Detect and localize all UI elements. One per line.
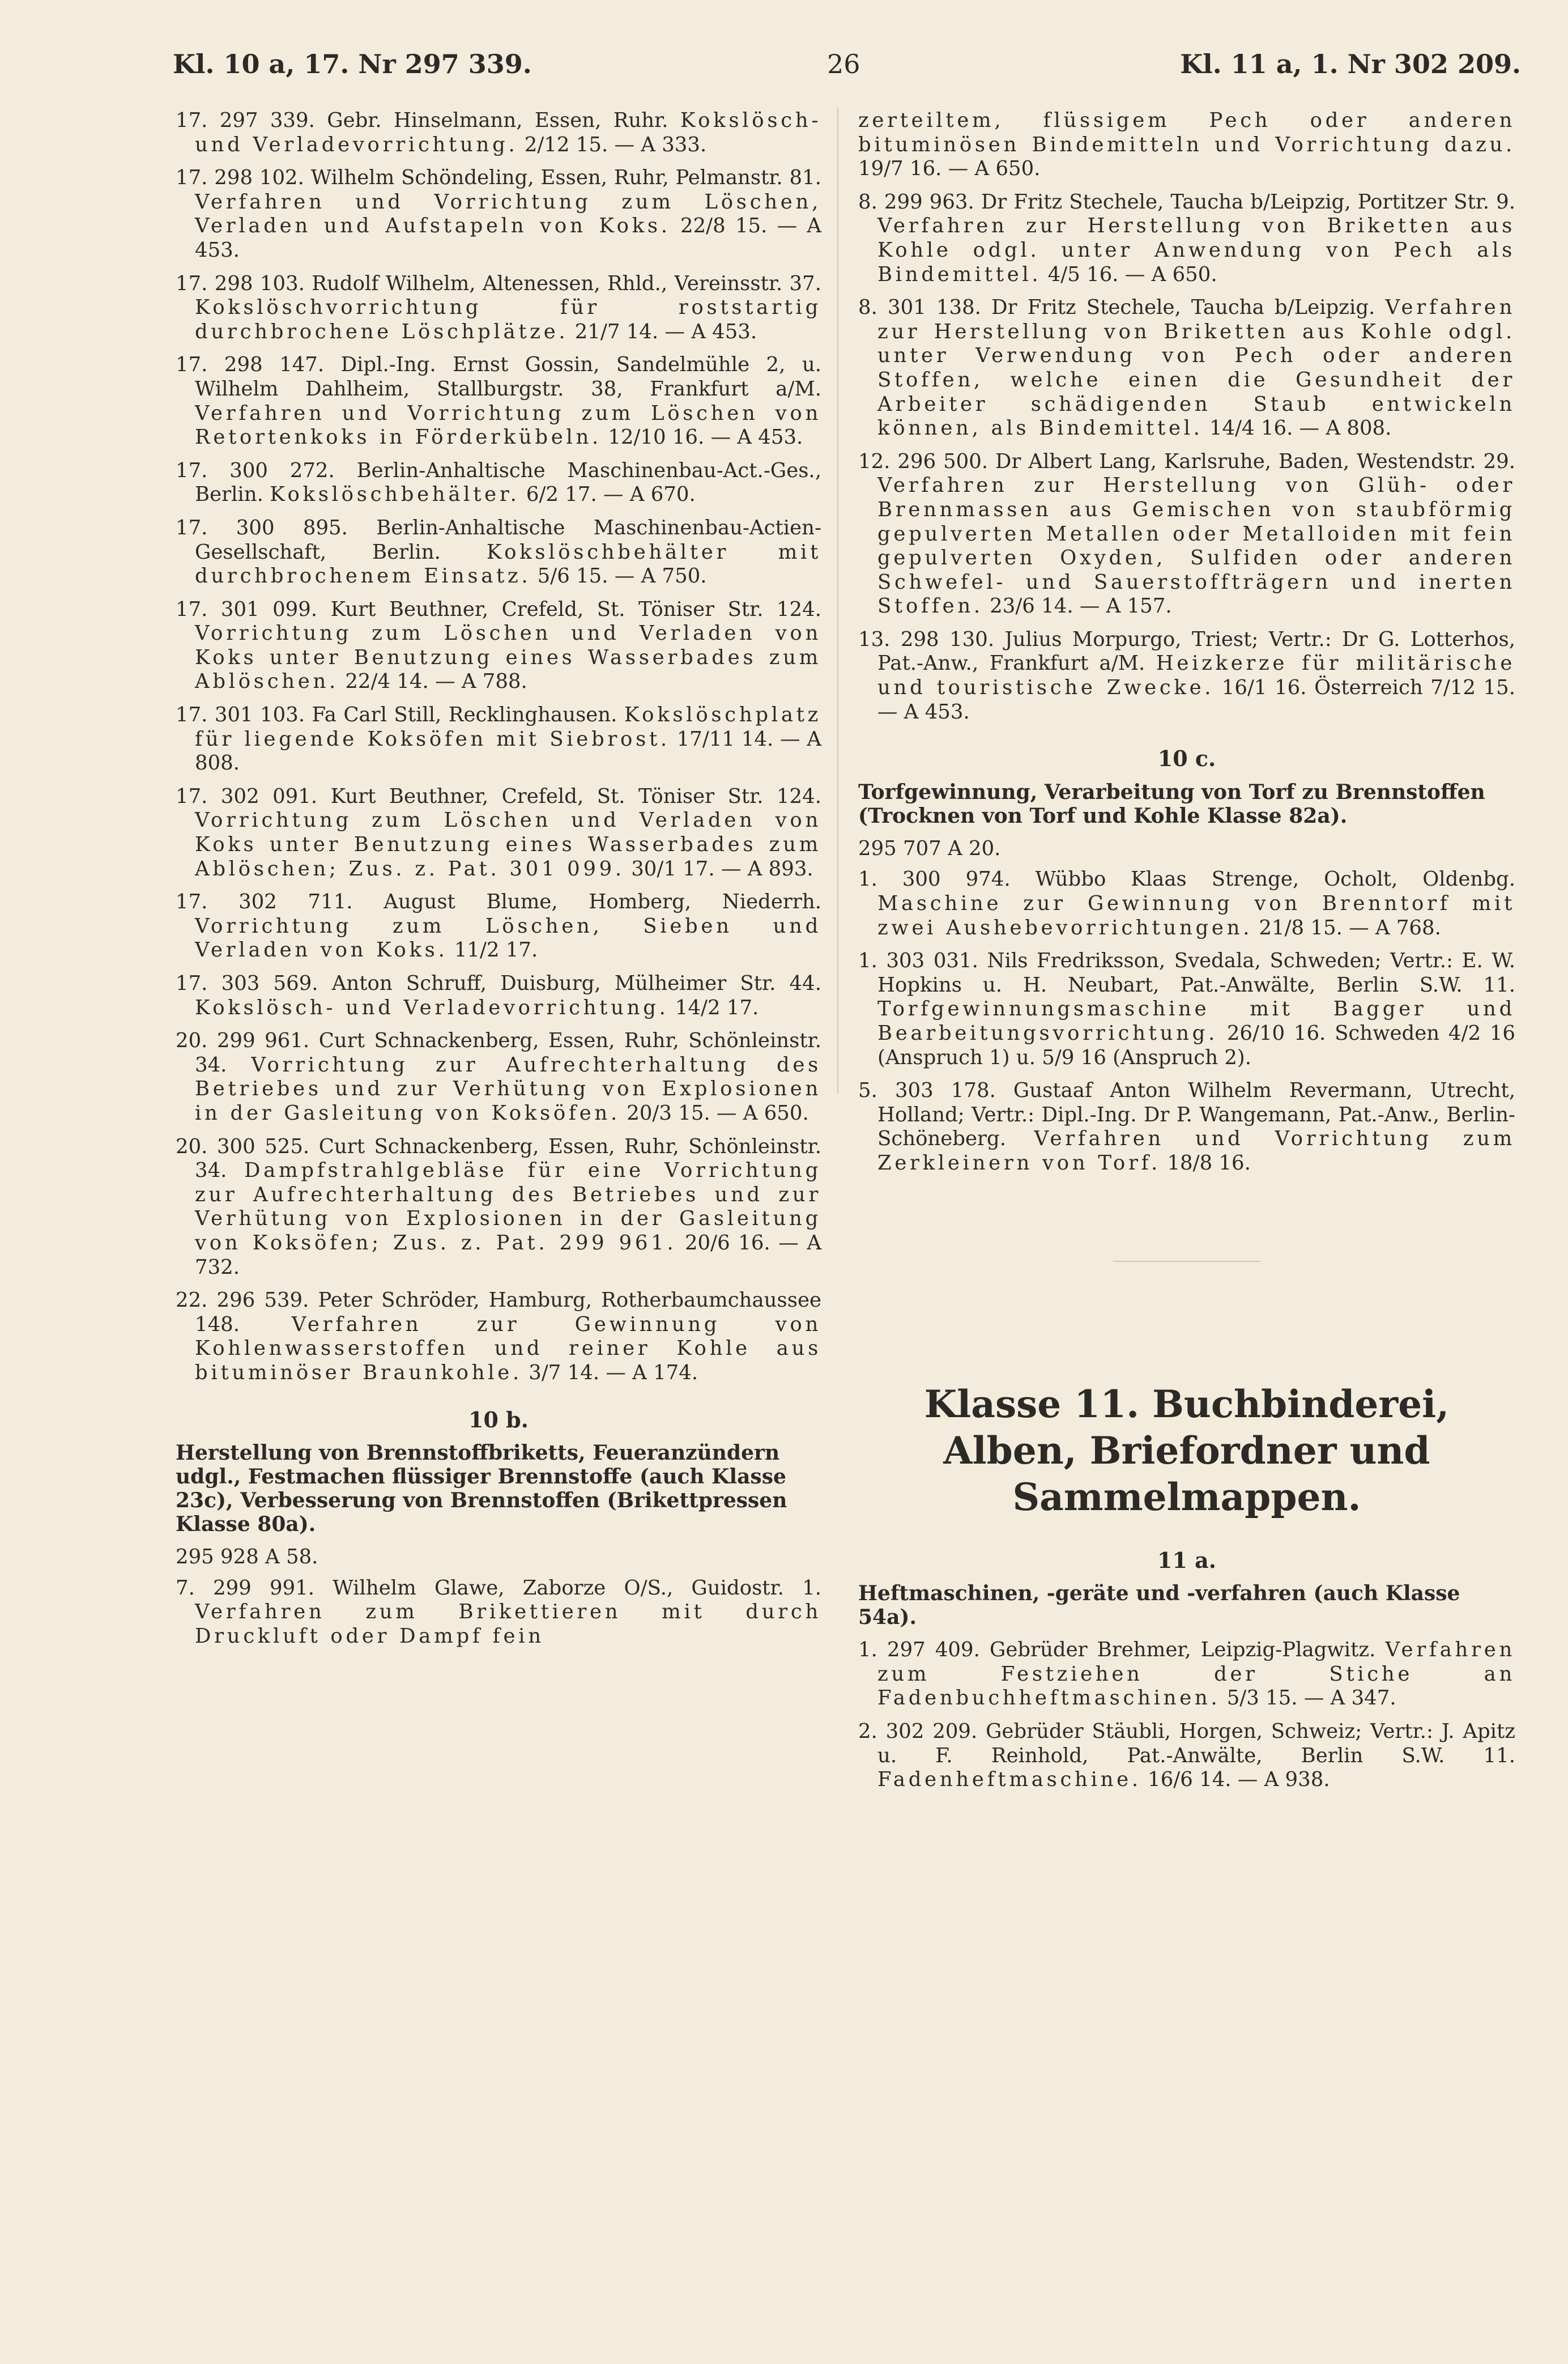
entry-tail: 20/6 16. — A 732.: [195, 1231, 821, 1279]
entry-title: Kokslösch- und Verladevorrichtung.: [195, 109, 821, 156]
entry-tail: 11/2 17.: [454, 938, 538, 962]
entry-tail: 6/2 17. — A 670.: [526, 483, 696, 507]
entry-tail: 12/10 16. — A 453.: [608, 426, 803, 449]
header-left: Kl. 10 a, 17. Nr 297 339.: [173, 49, 532, 79]
entry-tail: 4/5 16. — A 650.: [1047, 262, 1217, 286]
entry-title: Vorrichtung zum Löschen und Verladen von Koks unter Benutzung eines Wasserbades zum Ablöschen; Zus. z. Pat. 301 099.: [195, 809, 821, 881]
patent-entry: [176, 1135, 821, 1280]
entry-title: Fadenheftmaschine.: [877, 1768, 1141, 1792]
entry-tail: 30/1 17. — A 893.: [631, 857, 813, 881]
patent-entry: [176, 353, 821, 449]
patent-entry: [858, 1720, 1515, 1792]
section-prelim: 295 707 A 20.: [858, 836, 1001, 860]
entry-lead: 1. 297 409. Gebrüder Brehmer, Leipzig-Plagwitz.: [858, 1638, 1376, 1662]
entry-tail: 21/8 15. — A 768.: [1259, 916, 1441, 939]
patent-entry: [176, 972, 821, 1020]
entry-title: Heizkerze für militärische und touristische Zwecke.: [877, 652, 1516, 700]
patent-entry: [176, 272, 821, 345]
entry-title: zerteiltem, flüssigem Pech oder anderen bituminösen Bindemitteln und Vorrichtung dazu.: [858, 109, 1515, 156]
patent-entry: [176, 703, 821, 776]
patent-entry: [858, 296, 1515, 441]
patent-entry: [176, 598, 821, 694]
patent-entry: [176, 1289, 821, 1385]
entry-tail: 18/8 16.: [1167, 1151, 1251, 1175]
entry-tail: 21/7 14. — A 453.: [574, 320, 757, 343]
section-heading-11a: Heftmaschinen, -geräte und -verfahren (auch Klasse 54a).: [858, 1581, 1460, 1630]
entry-tail: 23/6 14. — A 157.: [990, 594, 1172, 618]
entry-lead: 17. 297 339. Gebr. Hinselmann, Essen, Ruhr.: [176, 109, 668, 132]
entry-title: Verfahren zum Brikettieren mit durch Druckluft oder Dampf fein: [195, 1600, 821, 1648]
entry-lead: 8. 299 963. Dr Fritz Stechele, Taucha b/Leipzig, Portitzer Str. 9.: [858, 190, 1515, 214]
patent-entry: [176, 1576, 821, 1649]
entry-title: Kokslöschbehälter mit durchbrochenem Einsatz.: [195, 540, 821, 588]
entry-tail: 20/3 15. — A 650.: [627, 1101, 809, 1125]
column-divider: [837, 108, 838, 1094]
entry-lead: 8. 301 138. Dr Fritz Stechele, Taucha b/Leipzig.: [858, 296, 1375, 320]
entry-title: Vorrichtung zur Aufrechterhaltung des Betriebes und zur Verhütung von Explosionen in der Gasleitung von Koksöfen.: [195, 1053, 821, 1125]
section-heading-10c: Torfgewinnung, Verarbeitung von Torf zu Brennstoffen (Trocknen von Torf und Kohle Klasse 82a).: [858, 780, 1485, 828]
section-label-11a: 11 a.: [1157, 1547, 1216, 1573]
entry-lead: 2. 302 209. Gebrüder Stäubli, Horgen, Schweiz; Vertr.: J. Apitz u. F. Reinhold, Pat.-Anwälte, Berlin S.W. 11.: [858, 1719, 1515, 1767]
entry-tail: 3/7 14. — A 174.: [529, 1360, 698, 1384]
entry-title: Kokslöschvorrichtung für roststartig durchbrochene Löschplätze.: [195, 296, 821, 343]
entry-tail: 16/6 14. — A 938.: [1148, 1768, 1330, 1792]
entry-title: Verfahren und Vorrichtung zum Löschen, Verladen und Aufstapeln von Koks.: [195, 190, 821, 238]
entry-lead: 17. 300 895. Berlin-Anhaltische Maschinenbau-Actien-Gesellschaft, Berlin.: [176, 516, 821, 564]
entry-title: Dampfstrahlgebläse für eine Vorrichtung zur Aufrechterhaltung des Betriebes und zur Verhütung von Explosionen in der Gasleitung von Koksöfen; Zus. z. Pat. 299 961.: [195, 1159, 821, 1255]
entry-tail: 26/10 16. Schweden 4/2 16 (Anspruch 1) u. 5/9 16 (Anspruch 2).: [877, 1022, 1515, 1069]
right-column: [858, 109, 1515, 1801]
section-label-10b: 10 b.: [468, 1406, 529, 1432]
section-label-10c: 10 c.: [1157, 746, 1216, 772]
patent-entry: [176, 1029, 821, 1125]
patent-entry: [858, 450, 1515, 619]
entry-title: Verfahren zur Gewinnung von Kohlenwasserstoffen und reiner Kohle aus bituminöser Braunkohle.: [195, 1312, 821, 1384]
entry-lead: 1. 300 974. Wübbo Klaas Strenge, Ocholt, Oldenbg.: [858, 868, 1515, 891]
entry-title: Verfahren zur Herstellung von Briketten aus Kohle odgl. unter Anwendung von Pech als Bindemittel.: [877, 214, 1515, 286]
entry-lead: 20. 300 525. Curt Schnackenberg, Essen, Ruhr, Schönleinstr. 34.: [176, 1134, 821, 1183]
entry-tail: 2/12 15. — A 333.: [524, 133, 707, 156]
entry-tail: 14/4 16. — A 808.: [1209, 416, 1392, 440]
patent-entry: [176, 785, 821, 881]
entry-lead: 22. 296 539. Peter Schröder, Hamburg, Rotherbaumchaussee 148.: [176, 1289, 821, 1336]
patent-entry: [858, 190, 1515, 287]
entry-lead: 5. 303 178. Gustaaf Anton Wilhelm Revermann, Utrecht, Holland; Vertr.: Dipl.-Ing. Dr P. Wangemann, Pat.-Anw., Berlin-Schöneberg.: [858, 1079, 1515, 1151]
patent-entry: [858, 1079, 1515, 1175]
entry-title: Verfahren zur Herstellung von Briketten aus Kohle odgl. unter Verwendung von Pech oder anderen Stoffen, welche einen die Gesundheit der Arbeiter schädigenden Staub entwickeln können, als Bindemittel.: [877, 296, 1515, 440]
entry-title: Kokslöschbehälter.: [270, 483, 520, 507]
entry-lead: 13. 298 130. Julius Morpurgo, Triest; Vertr.: Dr G. Lotterhos, Pat.-Anw., Frankfurt a/M.: [858, 627, 1515, 675]
entry-lead: 17. 298 102. Wilhelm Schöndeling, Essen, Ruhr, Pelmanstr. 81.: [176, 166, 821, 190]
entry-tail: 5/6 15. — A 750.: [537, 564, 707, 588]
page-header: [173, 44, 1521, 84]
patent-entry: [176, 166, 821, 262]
header-right: Kl. 11 a, 1. Nr 302 209.: [1180, 49, 1521, 79]
entry-lead: 1. 303 031. Nils Fredriksson, Svedala, Schweden; Vertr.: E. W. Hopkins u. H. Neubart, Pat.-Anwälte, Berlin S.W. 11.: [858, 949, 1515, 997]
entry-tail: 17/11 14. — A 808.: [195, 727, 821, 775]
entry-lead: 12. 296 500. Dr Albert Lang, Karlsruhe, Baden, Westendstr. 29.: [858, 449, 1515, 473]
patent-entry: [176, 890, 821, 963]
entry-title: Vorrichtung zum Löschen, Sieben und Verladen von Koks.: [195, 914, 821, 962]
entry-lead: 7. 299 991. Wilhelm Glawe, Zaborze O/S., Guidostr. 1.: [176, 1576, 821, 1600]
page-number: 26: [827, 49, 860, 79]
entry-title: Torfgewinnungsmaschine mit Bagger und Bearbeitungsvorrichtung.: [877, 997, 1515, 1045]
entry-tail: 14/2 17.: [675, 996, 759, 1019]
patent-entry: [176, 459, 821, 507]
entry-lead: 20. 299 961. Curt Schnackenberg, Essen, Ruhr, Schönleinstr. 34.: [176, 1029, 821, 1077]
patent-entry: [858, 949, 1515, 1070]
entry-title: Vorrichtung zum Löschen und Verladen von Koks unter Benutzung eines Wasserbades zum Ablöschen.: [195, 622, 821, 694]
entry-lead: 17. 298 103. Rudolf Wilhelm, Altenessen, Rhld., Vereinsstr. 37.: [176, 271, 821, 295]
entry-lead: 17. 301 099. Kurt Beuthner, Crefeld, St. Töniser Str. 124.: [176, 597, 821, 621]
entry-title: Verfahren zur Herstellung von Glüh- oder Brennmassen aus Gemischen von staubförmig gepulverten Metallen oder Metalloiden mit fein gepulverten Oxyden, Sulfiden oder anderen Schwefel- und Sauerstoffträgern und inerten Stoffen.: [877, 474, 1515, 618]
entry-tail: 19/7 16. — A 650.: [858, 157, 1041, 181]
entry-lead: 17. 298 147. Dipl.-Ing. Ernst Gossin, Sandelmühle 2, u. Wilhelm Dahlheim, Stallburgstr. 38, Frankfurt a/M.: [176, 353, 821, 401]
patent-entry: [858, 1638, 1515, 1711]
patent-entry: [858, 628, 1515, 724]
left-column: [176, 109, 821, 1657]
section-rule: [1113, 1261, 1260, 1262]
entry-title: Maschine zur Gewinnung von Brenntorf mit zwei Aushebevorrichtungen.: [877, 892, 1515, 939]
entry-lead: 17. 302 711. August Blume, Homberg, Niederrh.: [176, 890, 821, 914]
entry-title: Kokslöschplatz für liegende Koksöfen mit Siebrost.: [195, 703, 821, 751]
entry-tail: 5/3 15. — A 347.: [1226, 1686, 1396, 1710]
section-prelim: 295 928 A 58.: [176, 1545, 318, 1569]
entry-title: Verfahren zum Festziehen der Stiche an Fadenbuchheftmaschinen.: [877, 1638, 1515, 1710]
entry-tail: 22/4 14. — A 788.: [345, 670, 527, 694]
patent-entry: [176, 516, 821, 589]
entry-lead: 17. 303 569. Anton Schruff, Duisburg, Mülheimer Str. 44.: [176, 972, 821, 995]
entry-lead: 17. 302 091. Kurt Beuthner, Crefeld, St. Töniser Str. 124.: [176, 784, 821, 808]
entry-tail: 16/1 16. Österreich 7/12 15. — A 453.: [877, 676, 1515, 724]
entry-title: Verfahren und Vorrichtung zum Zerkleinern von Torf.: [877, 1127, 1515, 1175]
entry-title: Kokslösch- und Verladevorrichtung.: [195, 996, 669, 1019]
entry-tail: 22/8 15. — A 453.: [195, 214, 821, 262]
patent-entry: [858, 868, 1515, 940]
section-heading-10b: Herstellung von Brennstoffbriketts, Feueranzündern udgl., Festmachen flüssiger Brennstoffe (auch Klasse 23c), Verbesserung von Brennstoffen (Brikettpressen Klasse 80a).: [176, 1441, 787, 1537]
entry-title: Verfahren und Vorrichtung zum Löschen von Retortenkoks in Förderkübeln.: [195, 401, 821, 449]
patent-entry: [176, 109, 821, 157]
patent-entry-continuation: [858, 109, 1515, 181]
class-title: Klasse 11. Buchbinderei, Alben, Briefordner und Sammelmappen.: [924, 1381, 1450, 1519]
entry-lead: 17. 300 272. Berlin-Anhaltische Maschinenbau-Act.-Ges., Berlin.: [176, 458, 821, 507]
entry-lead: 17. 301 103. Fa Carl Still, Recklinghausen.: [176, 703, 617, 727]
